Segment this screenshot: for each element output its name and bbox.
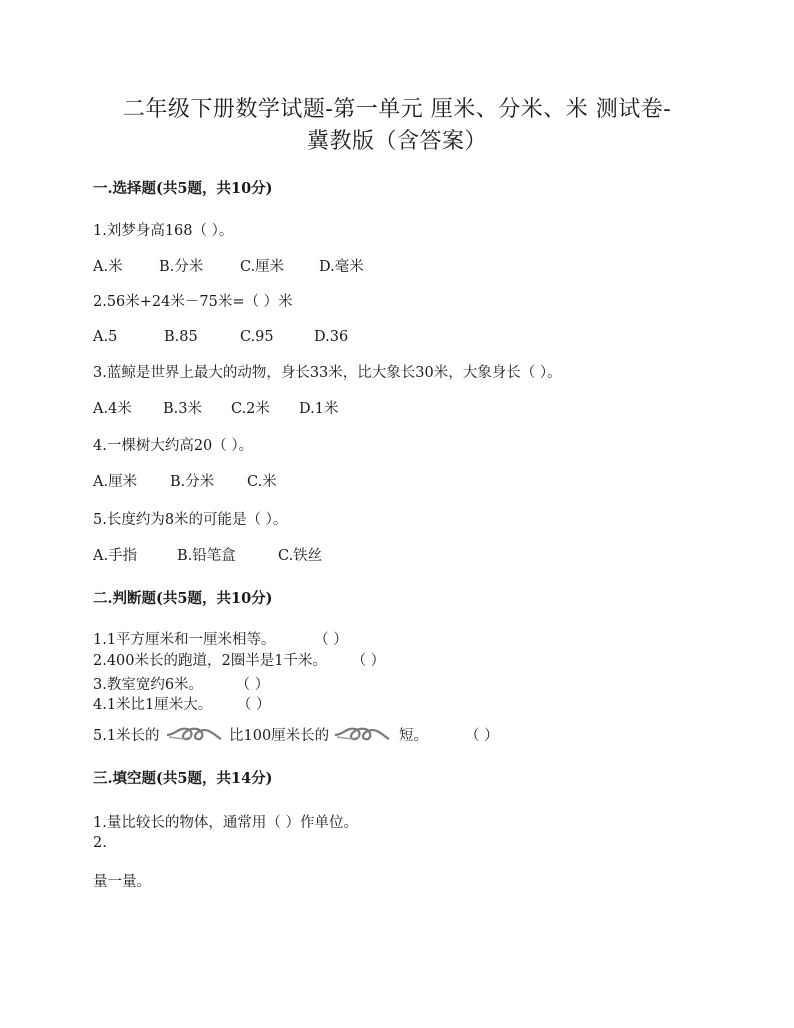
judge-item-5-part-3: 短。 bbox=[399, 728, 428, 744]
option: B.分米 bbox=[170, 474, 215, 490]
question-3-options bbox=[93, 400, 593, 418]
option: D.36 bbox=[314, 329, 349, 345]
question-5: 5.长度约为8米的可能是（ ）。 bbox=[93, 512, 288, 528]
option: C.米 bbox=[247, 474, 277, 490]
option: B.3米 bbox=[163, 401, 202, 417]
section-2-heading: 二.判断题(共5题，共10分) bbox=[93, 590, 273, 607]
title-line-2: 冀教版（含答案） bbox=[306, 129, 487, 154]
judge-item-text: 4.1米比1厘米大。 bbox=[93, 697, 213, 713]
question-1-options bbox=[93, 258, 593, 276]
question-2: 2.56米+24米－75米=（ ）米 bbox=[93, 294, 293, 310]
judge-item-2 bbox=[93, 652, 385, 670]
question-1: 1.刘梦身高168（ ）。 bbox=[93, 223, 234, 239]
option: D.毫米 bbox=[319, 259, 364, 275]
question-5-options bbox=[93, 547, 593, 565]
option: D.1米 bbox=[299, 401, 339, 417]
judge-item-5-part-2: 比100厘米长的 bbox=[229, 728, 330, 744]
answer-blank: （ ） bbox=[351, 653, 386, 669]
rope-image-2 bbox=[333, 723, 391, 745]
option: C.2米 bbox=[231, 401, 270, 417]
judge-item-3 bbox=[93, 676, 269, 694]
option: A.5 bbox=[93, 329, 118, 345]
question-2-options bbox=[93, 328, 593, 346]
option: A.手指 bbox=[93, 548, 138, 564]
question-4: 4.一棵树大约高20（ ）。 bbox=[93, 438, 254, 454]
question-4-options bbox=[93, 473, 593, 491]
judge-item-text: 3.教室宽约6米。 bbox=[93, 677, 204, 693]
fill-question-2: 2. bbox=[93, 835, 107, 851]
judge-item-5-part-1: 5.1米长的 bbox=[93, 728, 160, 744]
option: A.厘米 bbox=[93, 474, 138, 490]
title-line-1: 二年级下册数学试题-第一单元 厘米、分米、米 测试卷- bbox=[122, 97, 672, 122]
fill-question-1: 1.量比较长的物体，通常用（ ）作单位。 bbox=[93, 815, 358, 831]
option: C.厘米 bbox=[240, 259, 285, 275]
question-3: 3.蓝鲸是世界上最大的动物，身长33米，比大象长30米，大象身长（ ）。 bbox=[93, 365, 562, 381]
answer-blank: （ ） bbox=[235, 677, 270, 693]
answer-blank: （ ） bbox=[314, 632, 348, 648]
option: A.4米 bbox=[93, 401, 132, 417]
fill-question-2-instruction: 量一量。 bbox=[93, 874, 151, 890]
rope-image-1 bbox=[165, 723, 223, 745]
option: B.铅笔盒 bbox=[177, 548, 236, 564]
answer-blank: （ ） bbox=[236, 697, 271, 713]
option: A.米 bbox=[93, 259, 123, 275]
judge-item-1 bbox=[93, 631, 348, 649]
option: B.85 bbox=[164, 329, 198, 345]
option: C.铁丝 bbox=[278, 548, 323, 564]
option: C.95 bbox=[240, 329, 274, 345]
judge-item-5 bbox=[93, 727, 513, 747]
section-3-heading: 三.填空题(共5题，共14分) bbox=[93, 770, 273, 787]
section-1-heading: 一.选择题(共5题，共10分) bbox=[93, 180, 273, 197]
answer-blank: （ ） bbox=[465, 728, 499, 744]
judge-item-text: 2.400米长的跑道，2圈半是1千米。 bbox=[93, 653, 327, 669]
judge-item-text: 1.1平方厘米和一厘米相等。 bbox=[93, 632, 276, 648]
judge-item-4 bbox=[93, 696, 271, 714]
option: B.分米 bbox=[159, 259, 204, 275]
